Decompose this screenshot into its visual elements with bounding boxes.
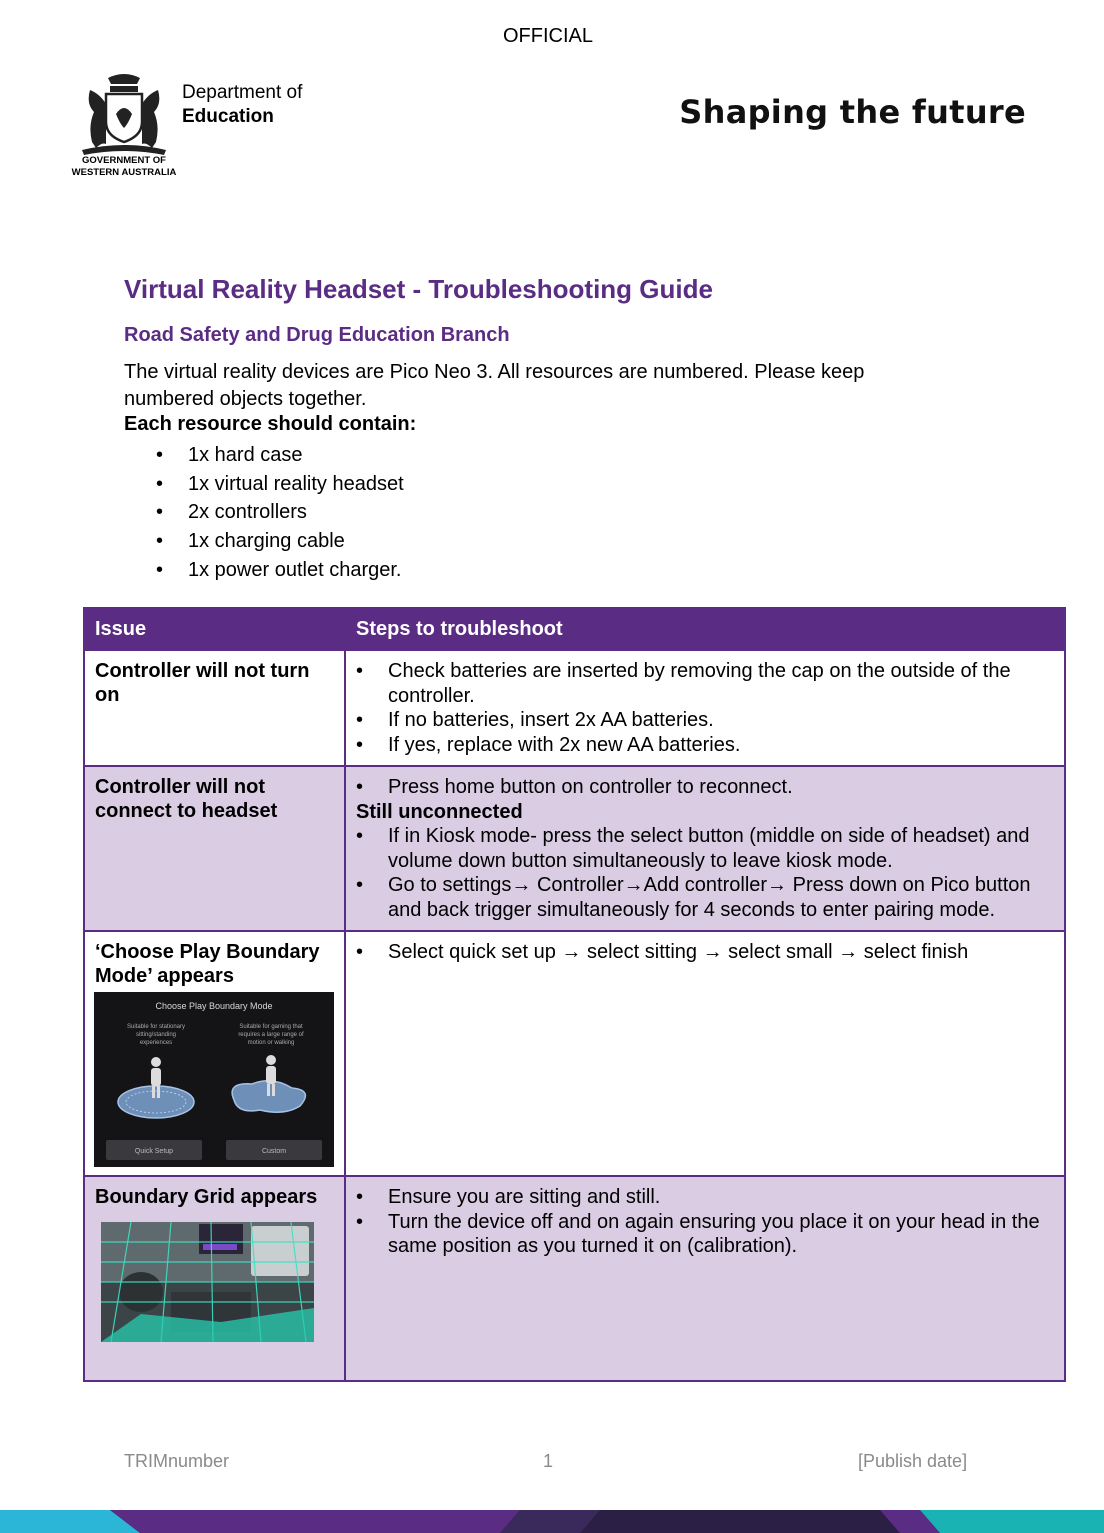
list-item: • 1x hard case xyxy=(124,441,404,470)
table-row xyxy=(84,1176,1065,1381)
step-item: • If no batteries, insert 2x AA batteries. xyxy=(356,708,1054,733)
column-header-steps: Steps to troubleshoot xyxy=(345,608,1065,650)
boundary-mode-screenshot xyxy=(94,992,334,1167)
svg-text:Custom: Custom xyxy=(261,1148,287,1155)
list-item: • 1x virtual reality headset xyxy=(124,470,404,499)
svg-text:Choose Play Boundary Mode: Choose Play Boundary Mode xyxy=(155,1001,273,1011)
column-header-issue: Issue xyxy=(84,608,345,650)
classification-label: OFFICIAL xyxy=(502,25,593,47)
steps-list xyxy=(356,1185,1054,1259)
svg-text:requires a large range of: requires a large range of xyxy=(238,1032,304,1038)
table-header-row xyxy=(84,608,1065,650)
list-item: • 2x controllers xyxy=(124,498,404,527)
issue-text: Boundary Grid appears xyxy=(95,1186,318,1208)
step-item: • Turn the device off and on again ensuring you place it on your head in the same position as you turned it on (calibration). xyxy=(356,1210,1054,1259)
coat-of-arms-logo xyxy=(68,70,180,180)
svg-text:experiences: experiences xyxy=(139,1040,173,1046)
step-item: • Check batteries are inserted by removing the cap on the outside of the controller. xyxy=(356,659,1054,708)
list-item: • 1x power outlet charger. xyxy=(124,556,404,585)
steps-list xyxy=(356,775,1054,800)
step-item: • Press home button on controller to reconnect. xyxy=(356,775,1054,800)
department-name xyxy=(182,81,302,129)
table-row xyxy=(84,650,1065,766)
list-item: • 1x charging cable xyxy=(124,527,404,556)
steps-list xyxy=(356,940,1054,965)
step-item: • Ensure you are sitting and still. xyxy=(356,1185,1054,1210)
contents-heading: Each resource should contain: xyxy=(124,413,417,435)
troubleshooting-table xyxy=(83,607,1066,1382)
step-item: • Go to settings→ Controller→Add controller→ Press down on Pico button and back trigger simultaneously for 4 seconds to enter pairing mode. xyxy=(356,873,1054,922)
still-unconnected-heading: Still unconnected xyxy=(356,800,523,823)
svg-text:motion or walking: motion or walking xyxy=(247,1040,295,1046)
page-subtitle: Road Safety and Drug Education Branch xyxy=(124,324,510,346)
svg-text:WESTERN AUSTRALIA: WESTERN AUSTRALIA xyxy=(71,167,177,178)
footer-publish-date: [Publish date] xyxy=(858,1451,968,1471)
issue-text: Controller will not connect to headset xyxy=(95,776,278,822)
department-line-2: Education xyxy=(182,106,274,127)
intro-paragraph: The virtual reality devices are Pico Neo 3. All resources are numbered. Please keep numbered objects together. xyxy=(124,361,865,410)
department-line-1: Department of xyxy=(182,82,303,103)
issue-text: ‘Choose Play Boundary Mode’ appears xyxy=(95,941,320,987)
footer-trim-number: TRIMnumber xyxy=(124,1451,230,1471)
issue-text: Controller will not turn on xyxy=(95,660,310,706)
page-title: Virtual Reality Headset - Troubleshooting Guide xyxy=(124,274,713,304)
slogan: Shaping the future xyxy=(679,93,1026,131)
table-row xyxy=(84,766,1065,931)
footer-decorative-band xyxy=(0,1510,1104,1533)
svg-text:Suitable for stationary: Suitable for stationary xyxy=(126,1024,186,1030)
step-item: • Select quick set up → select sitting → select small → select finish xyxy=(356,940,1054,965)
steps-list xyxy=(356,659,1054,757)
footer-page-number: 1 xyxy=(543,1451,554,1471)
step-item: • If in Kiosk mode- press the select button (middle on side of headset) and volume down button simultaneously to leave kiosk mode. xyxy=(356,824,1054,873)
contents-list xyxy=(124,441,404,584)
svg-text:GOVERNMENT OF: GOVERNMENT OF xyxy=(82,155,166,166)
svg-text:Quick Setup: Quick Setup xyxy=(134,1148,174,1155)
boundary-grid-screenshot xyxy=(101,1222,314,1342)
svg-text:Suitable for gaming that: Suitable for gaming that xyxy=(239,1024,303,1030)
table-row xyxy=(84,931,1065,1176)
svg-text:sitting/standing: sitting/standing xyxy=(135,1032,177,1038)
steps-list xyxy=(356,824,1054,922)
step-item: • If yes, replace with 2x new AA batteries. xyxy=(356,733,1054,758)
